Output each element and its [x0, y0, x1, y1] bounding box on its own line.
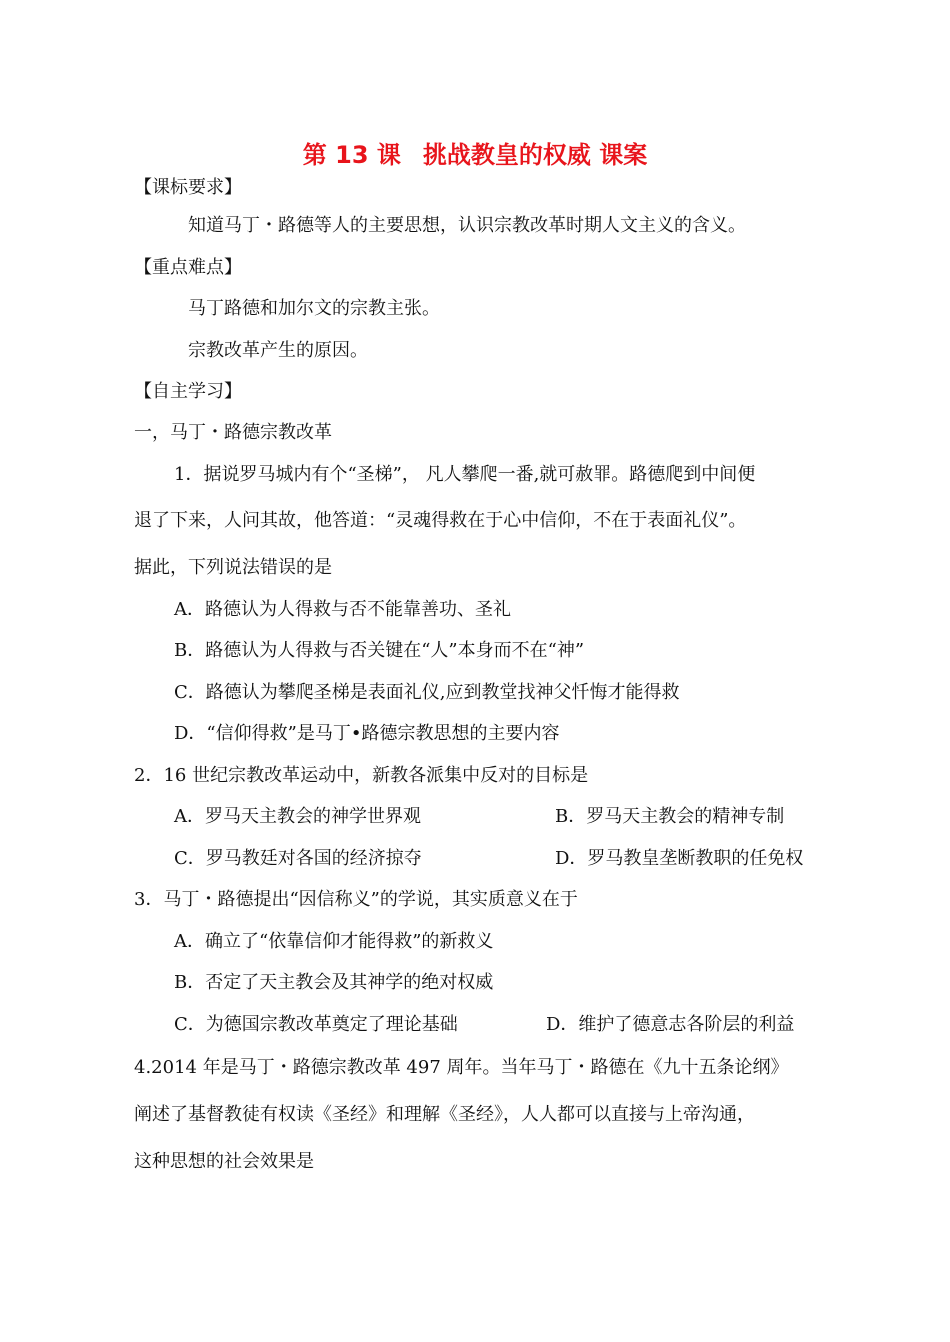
- q1-stem-line: 据此，下列说法错误的是: [134, 557, 332, 578]
- keypoint-item: 马丁路德和加尔文的宗教主张。: [188, 298, 440, 319]
- q1-stem-line: 退了下来，人问其故，他答道：“灵魂得救在于心中信仰，不在于表面礼仪”。: [134, 510, 747, 531]
- title-lesson-name: 挑战教皇的权威 课案: [422, 141, 648, 169]
- section-heading-keypoints: 【重点难点】: [134, 257, 242, 278]
- q2-option-b: B．罗马天主教会的精神专制: [555, 806, 785, 827]
- q3-stem: 3．马丁・路德提出“因信称义”的学说，其实质意义在于: [134, 889, 578, 910]
- page-title: [0, 140, 950, 170]
- q2-option-d: D．罗马教皇垄断教职的任免权: [555, 848, 804, 869]
- q4-stem-line: 这种思想的社会效果是: [134, 1151, 314, 1172]
- keypoint-item: 宗教改革产生的原因。: [188, 340, 368, 361]
- q2-stem: 2．16 世纪宗教改革运动中，新教各派集中反对的目标是: [134, 765, 589, 786]
- q2-option-c: C．罗马教廷对各国的经济掠夺: [174, 848, 422, 869]
- section-heading-self-study: 【自主学习】: [134, 381, 242, 402]
- section-heading-standard: 【课标要求】: [134, 177, 242, 198]
- standard-text: 知道马丁・路德等人的主要思想，认识宗教改革时期人文主义的含义。: [188, 215, 746, 236]
- q4-stem-line: 阐述了基督教徒有权读《圣经》和理解《圣经》，人人都可以直接与上帝沟通，: [134, 1104, 755, 1125]
- q1-option-d: D．“信仰得救”是马丁•路德宗教思想的主要内容: [174, 723, 560, 744]
- q3-option-b: B．否定了天主教会及其神学的绝对权威: [174, 972, 494, 993]
- title-lesson-number: 第 13 课: [302, 141, 401, 169]
- q1-option-a: A．路德认为人得救与否不能靠善功、圣礼: [174, 599, 511, 620]
- q1-stem-line: 1．据说罗马城内有个“圣梯”， 凡人攀爬一番,就可赦罪。路德爬到中间便: [174, 464, 756, 485]
- q1-option-b: B．路德认为人得救与否关键在“人”本身而不在“神”: [174, 640, 585, 661]
- q1-option-c: C．路德认为攀爬圣梯是表面礼仪,应到教堂找神父忏悔才能得救: [174, 682, 680, 703]
- q3-option-d: D．维护了德意志各阶层的利益: [546, 1014, 795, 1035]
- q3-option-a: A．确立了“依靠信仰才能得救”的新救义: [174, 931, 494, 952]
- q3-option-c: C．为德国宗教改革奠定了理论基础: [174, 1014, 458, 1035]
- q4-stem-line: 4.2014 年是马丁・路德宗教改革 497 周年。当年马丁・路德在《九十五条论纲》: [134, 1057, 789, 1078]
- q2-option-a: A．罗马天主教会的神学世界观: [174, 806, 421, 827]
- subsection-heading: 一，马丁・路德宗教改革: [134, 422, 332, 443]
